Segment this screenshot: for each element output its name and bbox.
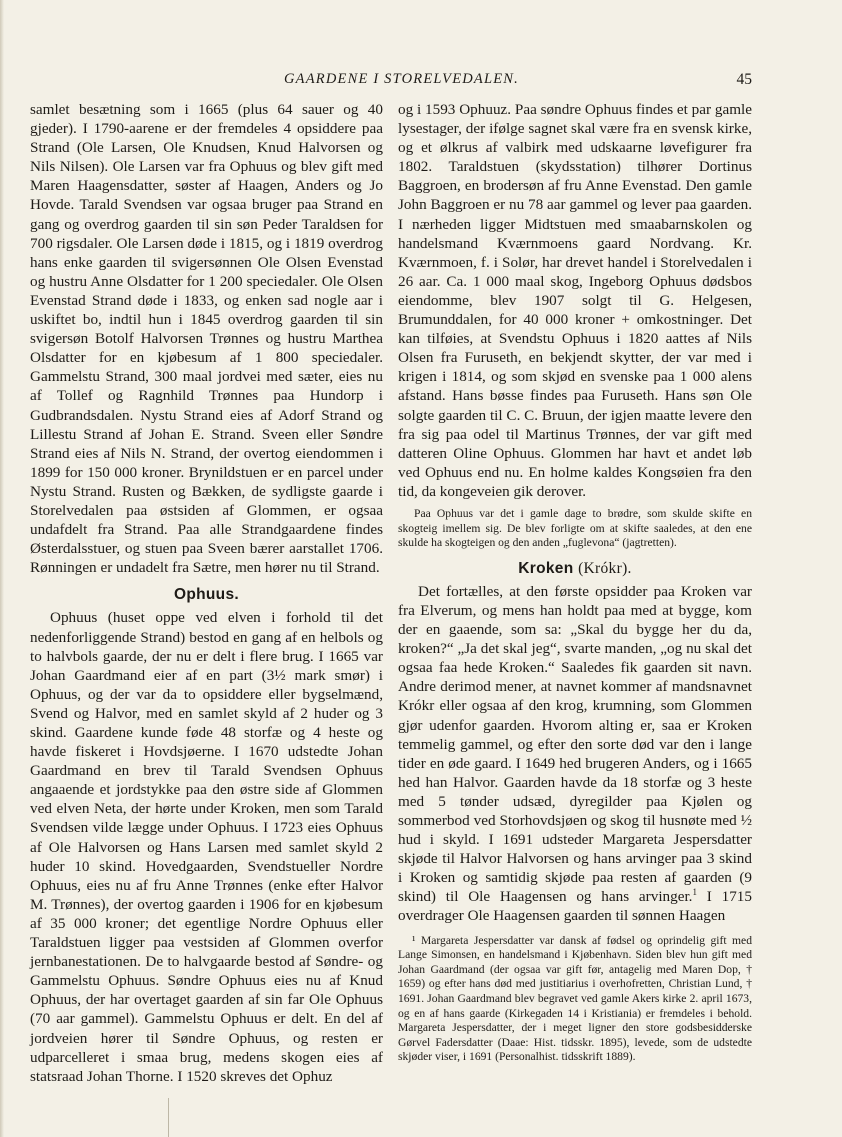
small-print-note-text: Paa Ophuus var det i gamle dage to brødre, som skulde skifte en skogteig imellem sig. De blev forligte om at skifte saaledes, at den ene skulde ha skogteigen og den anden „fuglevona“ (jagtretten). — [398, 506, 752, 550]
section-heading-kroken-title: Kroken — [518, 559, 574, 577]
margin-line — [168, 1098, 169, 1137]
section-heading-ophuus: Ophuus. — [174, 586, 239, 604]
page-header — [30, 71, 752, 93]
paragraph-kroken-tail: I 1715 overdrager Ole Haagensen gaarden til sønnen Haagen — [398, 888, 752, 925]
section-heading-kroken — [398, 559, 752, 578]
paragraph-kroken — [398, 582, 752, 926]
right-column — [398, 100, 752, 1065]
paragraph-ophuus: Ophuus (huset oppe ved elven i forhold til det nedenforliggende Strand) bestod en gang af en helbols og to halvbols gaarde, der nu er delt i flere brug. I 1665 var Johan Gaardmand eier af en part (3½ mark smør) i Ophuus, og der var da to opsiddere eller bygselmænd, Svend og Halvor, med en samlet skyld af 2 huder og 3 skind. Gaardene kunde føde 48 storfæ og 4 heste og havde fiskeret i Hovdsjøerne. I 1670 udstedte Johan Gaardmand en brev til Tarald Svendsen Ophuus angaaende et jordstykke paa den østre side af Glommen ved elven Neta, der hørte under Kroken, men som Tarald Svendsen vilde lægge under Ophuus. I 1723 eies Ophuus af Ole Halvorsen og Hans Larsen med samlet skyld 2 huder 10 skind. Hovedgaarden, Svendstueller Nordre Ophuus, eies nu af fru Anne Trønnes (enke efter Halvor M. Trønnes), der overtog gaarden i 1906 for en kjøbesum af 35 000 kroner; det egentlige Nordre Ophuus eller Taraldstuen ligger paa vestsiden af Glommen overfor jernbanestationen. De to halvgaarde bestod af Søndre- og Gammelstu Ophuus. Søndre Ophuus eies nu af Knud Ophuus, der har overtaget gaarden af sin far Ole Ophuus (70 aar gammel). Gammelstu Ophuus er delt. En del af jordveien hører til Søndre Ophuus, og resten er udparcelleret i smaa brug, medens skogen eies af statsraad Johan Thorne. I 1520 skreves det Ophuz — [30, 609, 383, 1085]
page-edge — [0, 0, 4, 1137]
paragraph-strand-continued: samlet besætning som i 1665 (plus 64 sauer og 40 gjeder). I 1790-aarene er der fremdeles 4 opsiddere paa Strand (Ole Larsen, Ole Knudsen, Knud Halvorsen og Nils Nilsen). Ole Larsen var fra Ophuus og blev gift med Maren Haagensdatter, søster af Haagen, Anders og Jo Hovde. Tarald Svendsen var ogsaa bruger paa Strand en gang og overdrog gaarden til sin søn Peder Taraldsen for 700 rigsdaler. Ole Larsen døde i 1815, og i 1819 overdrog hans enke gaarden til svigersønnen Ole Olsen Evenstad og hustru Anne Olsdatter for 1 200 speciedaler. Ole Olsen Evenstad Strand døde i 1833, og enken sad nogle aar i uskiftet bo, indtil hun i 1845 overdrog gaarden til sin svigersøn Botolf Halvorsen Trønnes og hustru Marthea Olsdatter for en kjøbesum af 1 800 speciedaler. Gammelstu Strand, 300 maal jordvei med sæter, eies nu af Tollef og Ragnhild Trønnes paa Hundorp i Gudbrandsdalen. Nystu Strand eies af Adorf Strand og Lillestu Strand af Johan E. Strand. Sveen eller Søndre Strand eies af Nils N. Strand, der overtog eiendommen i 1899 for 150 000 kroner. Brynildstuen er en parcel under Nystu Strand. Rusten og Bækken, de sydligste gaarde i Storelvedalen paa østsiden af Glommen, er ogsaa undafdelt fra Strand. Paa alle Strandgaardene findes Østerdalsstuer, og stuen paa Sveen bærer aarstallet 1706. Rønningen er undadelt fra Sætre, men hører nu til Strand. — [30, 101, 383, 577]
small-print-note — [398, 507, 752, 551]
paragraph-kroken-text: Det fortælles, at den første opsidder paa Kroken var fra Elverum, og mens han holdt paa med at bygge, kom der en gaaende, som sa: „Skal du bygge her du da, kroken?“ „Ja det skal jeg“, svarte manden, „og nu skal det ogsaa faa hede Kroken.“ Saaledes fik gaarden sit navn. Andre derimod mener, at navnet kommer af mandsnavnet Krókr eller ogsaa af den krog, krumning, som Glommen gjør udenfor gaarden. Hvorom alting er, saa er Kroken temmelig gammel, og efter den sorte død var den i lange tider en øde gaard. I 1649 hed brugeren Anders, og i 1665 hed han Halvor. Gaarden havde da 18 storfæ og 3 heste med 5 tønder udsæd, dyregilder paa Kjølen og sommerbod ved Storhovdsjøen og skog til husnøte med ½ hud i skyld. I 1691 udsteder Margareta Jespersdatter skjøde til Halvor Halvorsen og hans arvinger paa 3 skind i Kroken og samtidig skjøde paa resten af gaarden (9 skind) til Ole Haagensen og hans arvinger. — [398, 582, 752, 906]
paragraph-ophuus-continued: og i 1593 Ophuuz. Paa søndre Ophuus findes et par gamle lysestager, der ifølge sagnet skal være fra en svensk kirke, og et ølkrus af valbirk med udskaarne løvefigurer fra 1802. Taraldstuen (skydsstation) tilhører Dortinus Baggroen, en brodersøn af fru Anne Evenstad. Den gamle John Baggroen er nu 78 aar gammel og lever paa gaarden. I nærheden ligger Midtstuen med smaabarnskolen og handelsmand Kværnmoens gaard Nordvang. Kr. Kværnmoen, f. i Solør, har drevet handel i Storelvedalen i 26 aar. Ca. 1 000 maal skog, Ingeborg Ophuus dødsbos eiendomme, blev 1907 solgt til G. Helgesen, Brumunddalen, for 40 000 kroner + omkostninger. Det kan tilføies, at Svendstu Ophuus i 1820 aattes af Nils Olsen fra Furuseth, en bekjendt skytter, der var med i krigen i 1814, og som skjød en svenske paa 1 000 alens afstand. Hans bøsse findes paa Furuseth. Hans søn Ole solgte gaarden til C. C. Bruun, der igjen maatte levere den fra sig paa odel til Martinus Trønnes, der var gift med datteren Oline Ophuus. Glommen har havt et andet løb ved Ophuus end nu. En holme kaldes Kongsøien fra den tid, da kongeveien gik derover. — [398, 101, 752, 500]
running-title: GAARDENE I STORELVEDALEN. — [284, 71, 520, 87]
footnote-reference: 1 — [692, 887, 697, 898]
section-heading-kroken-subtitle: (Krókr). — [578, 559, 632, 577]
footnote — [398, 934, 752, 1065]
left-column — [30, 100, 383, 1086]
footnote-text: ¹ Margareta Jespersdatter var dansk af fødsel og oprindelig gift med Lange Simonsen, en handelsmand i Kjøbenhavn. Siden blev hun gift med Johan Gaardmand (der ogsaa var gift før, antagelig med Maren Dop, † 1659) og efter hans død med justitiarius i overhofretten, Christian Lund, † 1691. Johan Gaardmand blev begravet ved gamle Akers kirke 2. april 1673, og en af hans gaarde (Kirkegaden 14 i Kristiania) er fremdeles i behold. Margareta Jespersdatter, der i meget ligner den store godsbesidderske Gørvel Fadersdatter (Daae: Hist. tidsskr. 1895), levede, som de udstedte skjøder viser, i 1691 (Personalhist. tidsskrift 1889). — [398, 933, 752, 1064]
page-number: 45 — [736, 71, 752, 88]
